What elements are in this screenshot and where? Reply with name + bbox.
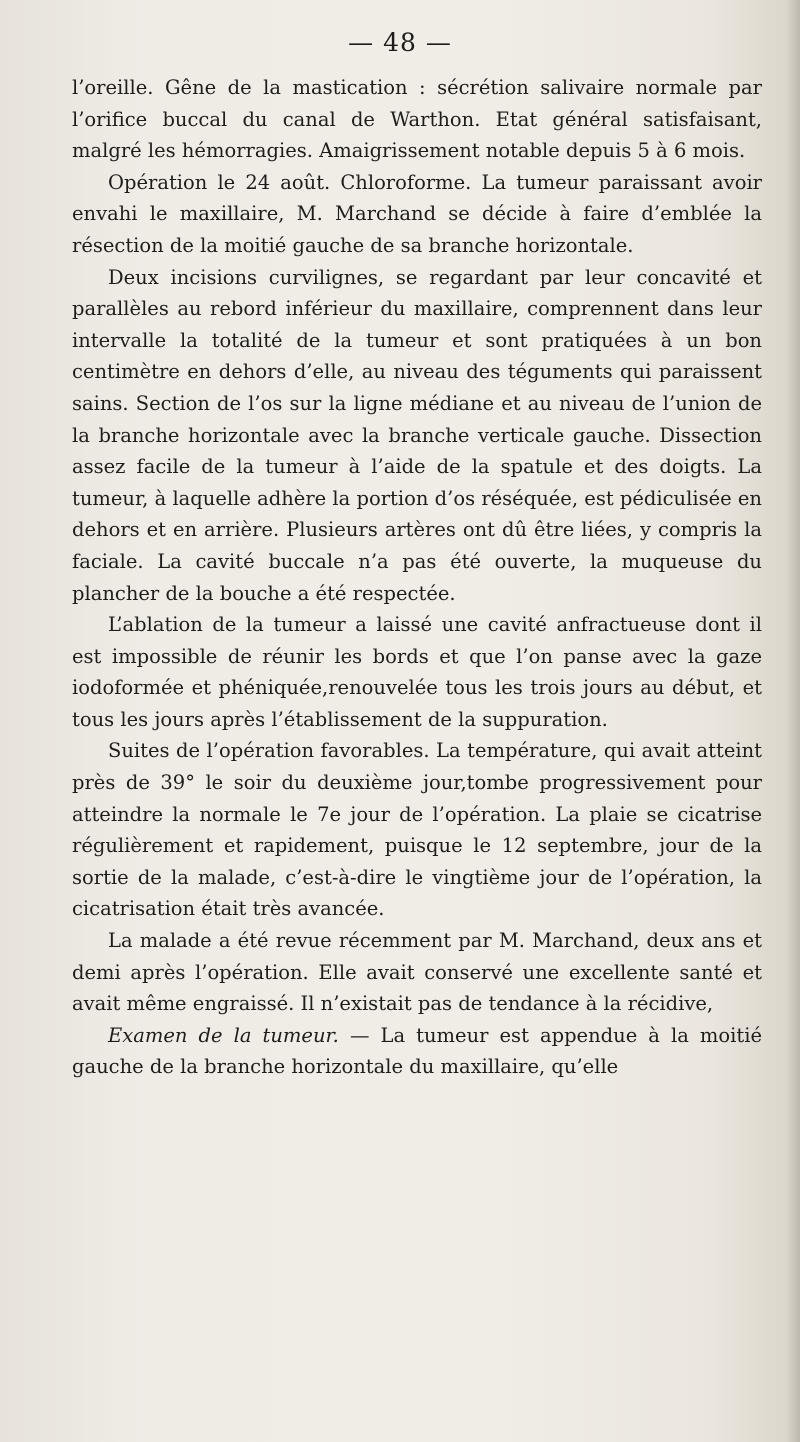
paragraph-suites: Suites de l’opération favorables. La température, qui avait atteint près de 39° le soir du deuxième jour,tombe progressivement pour atteindre la normale le 7e jour de l’opération. La plaie se cicatrise régulièrement et rapidement, puisque le 12 septembre, jour de la sortie de la malade, c’est-à-dire le vingtième jour de l’opération, la cicatrisation était très avancée. <box>72 739 762 921</box>
examen-heading: Examen de la tumeur. <box>108 1023 339 1047</box>
examen-text: — La tumeur est appendue à la moitié gauche de la branche horizontale du maxillaire, qu’elle <box>72 1023 762 1079</box>
page-spine-shadow <box>786 0 800 1442</box>
page-number: — 48 — <box>348 28 452 57</box>
paragraph-revue: La malade a été revue récemment par M. Marchand, deux ans et demi après l’opération. Elle avait conservé une excellente santé et avait même engraissé. Il n’existait pas de tendance à la récidive, <box>72 929 762 1016</box>
paragraph-incisions: Deux incisions curvilignes, se regardant par leur concavité et parallèles au rebord inférieur du maxillaire, comprennent dans leur intervalle la totalité de la tumeur et sont pratiquées à un bon centimètre en dehors d’elle, au niveau des téguments qui paraissent sains. Section de l’os sur la ligne médiane et au niveau de l’union de la branche horizontale avec la branche verticale gauche. Dissection assez facile de la tumeur à l’aide de la spatule et des doigts. La tumeur, à laquelle adhère la portion d’os réséquée, est pédiculisée en dehors et en arrière. Plusieurs artères ont dû être liées, y compris la faciale. La cavité buccale n’a pas été ouverte, la muqueuse du plancher de la bouche a été respectée. <box>72 265 762 605</box>
paragraph-operation: Opération le 24 août. Chloroforme. La tumeur paraissant avoir envahi le maxillaire, M. Marchand se décide à faire d’emblée la résection de la moitié gauche de sa branche horizontale. <box>72 170 762 257</box>
body-text <box>72 72 762 1083</box>
paragraph-examen <box>72 1020 762 1083</box>
paragraph-ablation: L’ablation de la tumeur a laissé une cavité anfractueuse dont il est impossible de réunir les bords et que l’on panse avec la gaze iodoformée et phéniquée,renouvelée tous les trois jours au début, et tous les jours après l’établissement de la suppuration. <box>72 613 762 731</box>
paragraph-continuation: l’oreille. Gêne de la mastication : sécrétion salivaire normale par l’orifice buccal du canal de Warthon. Etat général satisfaisant, malgré les hémorragies. Amaigrissement notable depuis 5 à 6 mois. <box>72 76 762 163</box>
